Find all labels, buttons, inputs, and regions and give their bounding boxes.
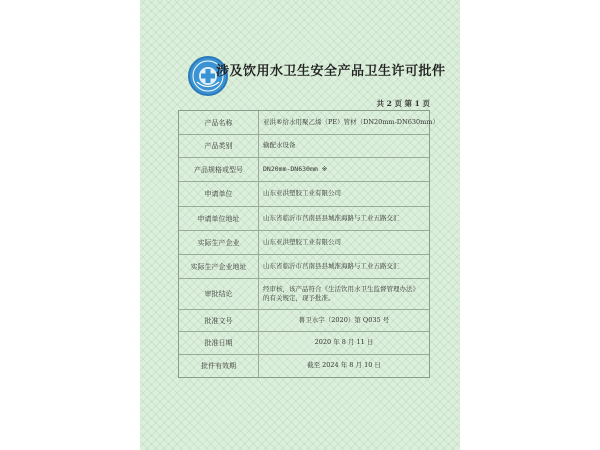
table-row (179, 182, 429, 207)
table-row (179, 135, 429, 158)
row-label: 审批结论 (179, 279, 259, 309)
row-value: 亚洪®给水用聚乙烯（PE）管材（DN20mm-DN630mm） (263, 117, 439, 126)
row-value: DN20mm-DN630mm ※ (263, 164, 328, 173)
row-value: 经审核，该产品符合《生活饮用水卫生监督管理办法》的有关规定，现予批准。 (263, 284, 419, 302)
table-row (179, 231, 429, 255)
row-value: 山东亚洪塑胶工业有限公司 (263, 189, 341, 198)
table-row (179, 279, 429, 310)
row-label: 批件有效期 (179, 355, 259, 377)
row-label: 实际生产企业 (179, 231, 259, 254)
row-value: 2020 年 8 月 11 日 (314, 338, 374, 347)
row-label: 申请单位 (179, 182, 259, 206)
row-label: 批准日期 (179, 332, 259, 354)
row-value: 鲁卫水字（2020）第 Q035 号 (298, 315, 390, 324)
row-label: 实际生产企业地址 (179, 255, 259, 278)
table-row (179, 255, 429, 279)
table-row (179, 332, 429, 355)
row-label: 产品名称 (179, 111, 259, 134)
document-title: 涉及饮用水卫生安全产品卫生许可批件 (216, 64, 446, 79)
row-label: 产品规格或型号 (179, 158, 259, 181)
table-row (179, 111, 439, 135)
row-label: 产品类别 (179, 135, 259, 157)
approval-table (178, 110, 439, 378)
table-row (179, 310, 429, 332)
row-value: 山东省临沂市莒南县县城淮海路与工业五路交汇 (263, 261, 400, 270)
row-value: 山东省临沂市莒南县县城淮海路与工业五路交汇 (263, 213, 400, 222)
table-row (179, 158, 429, 182)
table-row (179, 207, 429, 231)
page-info: 共 2 页 第 1 页 (376, 99, 430, 108)
table-row (179, 355, 429, 377)
row-value: 截至 2024 年 8 月 10 日 (307, 361, 381, 370)
row-value: 输配水设备 (263, 141, 296, 150)
row-label: 批准文号 (179, 310, 259, 331)
row-label: 申请单位地址 (179, 207, 259, 230)
row-value: 山东亚洪塑胶工业有限公司 (263, 237, 341, 246)
